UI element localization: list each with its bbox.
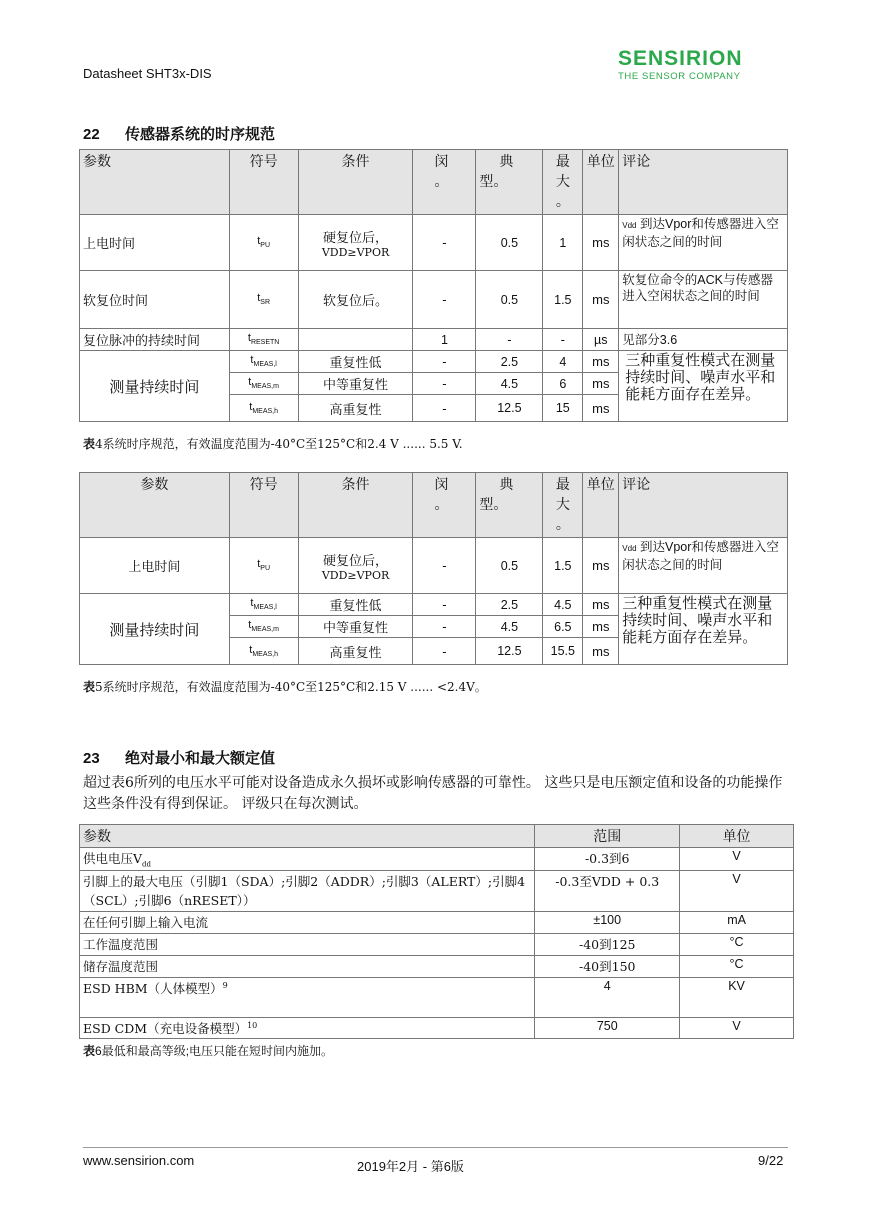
unit-cell: °C bbox=[680, 933, 794, 955]
typ-cell: 0.5 bbox=[476, 538, 543, 594]
header-min: 闵 。 bbox=[413, 473, 476, 538]
param-cell: 工作温度范围 bbox=[80, 933, 535, 955]
header-unit: 单位 bbox=[583, 473, 619, 538]
header-condition: 条件 bbox=[298, 473, 413, 538]
comment-cell: 三种重复性模式在测量持续时间、噪声水平和能耗方面存在差异。 bbox=[619, 351, 788, 422]
header-param: 参数 bbox=[80, 150, 230, 215]
header-min: 闵 。 bbox=[413, 150, 476, 215]
max-cell: - bbox=[543, 329, 583, 351]
comment-cell: Vdd 到达Vpor和传感器进入空闲状态之间的时间 bbox=[619, 215, 788, 271]
unit-cell: ms bbox=[583, 616, 619, 638]
document-title: Datasheet SHT3x-DIS bbox=[83, 66, 212, 81]
symbol-cell: $t_{MEAS,l}$ bbox=[229, 594, 298, 616]
min-cell: - bbox=[413, 351, 476, 373]
symbol-cell: $t_{PU}$ bbox=[229, 215, 298, 271]
header-typ: 典 型。 bbox=[476, 150, 543, 215]
section-23-heading bbox=[83, 747, 275, 768]
min-cell: - bbox=[413, 373, 476, 395]
typ-cell: 2.5 bbox=[476, 594, 543, 616]
table-row bbox=[80, 911, 794, 933]
table-row bbox=[80, 351, 788, 373]
comment-cell: Vdd 到达Vpor和传感器进入空闲状态之间的时间 bbox=[619, 538, 788, 594]
unit-cell: V bbox=[680, 848, 794, 871]
typ-cell: 0.5 bbox=[476, 271, 543, 329]
ratings-paragraph: 超过表6所列的电压水平可能对设备造成永久损坏或影响传感器的可靠性。 这些只是电压额定值和设备的功能操作这些条件没有得到保证。 评级只在每次测试。 bbox=[83, 775, 783, 812]
header-max: 最 大 。 bbox=[543, 150, 583, 215]
param-cell: ESD CDM（充电设备模型）$^{10}$ bbox=[80, 1017, 535, 1038]
min-cell: - bbox=[413, 215, 476, 271]
typ-cell: 4.5 bbox=[476, 616, 543, 638]
header-symbol: 符号 bbox=[229, 473, 298, 538]
table-row bbox=[80, 329, 788, 351]
max-cell: 4 bbox=[543, 351, 583, 373]
unit-cell: V bbox=[680, 1017, 794, 1038]
param-cell: 上电时间 bbox=[80, 538, 230, 594]
typ-cell: 12.5 bbox=[476, 395, 543, 422]
unit-cell: ms bbox=[583, 271, 619, 329]
comment-cell: 见部分3.6 bbox=[619, 329, 788, 351]
param-cell: 在任何引脚上输入电流 bbox=[80, 911, 535, 933]
table-row bbox=[80, 271, 788, 329]
table-row bbox=[80, 933, 794, 955]
unit-cell: V bbox=[680, 870, 794, 911]
param-cell: 复位脉冲的持续时间 bbox=[80, 329, 230, 351]
section-title: 传感器系统的时序规范 bbox=[125, 126, 276, 143]
unit-cell: ms bbox=[583, 373, 619, 395]
header-unit: 单位 bbox=[583, 150, 619, 215]
range-cell: ±100 bbox=[535, 911, 680, 933]
typ-cell: - bbox=[476, 329, 543, 351]
symbol-cell: $t_{MEAS,m}$ bbox=[229, 616, 298, 638]
unit-cell: µs bbox=[583, 329, 619, 351]
condition-cell: 硬复位后， VDD≥VPOR bbox=[298, 215, 413, 271]
max-cell: 6 bbox=[543, 373, 583, 395]
table-row bbox=[80, 870, 794, 911]
condition-cell bbox=[298, 329, 413, 351]
ratings-table-6 bbox=[79, 824, 794, 1039]
table-5-caption: 表5系统时序规范，有效温度范围为-40°C至125°C和2.15 V ...... <2.4V。 bbox=[83, 680, 487, 694]
unit-cell: ms bbox=[583, 594, 619, 616]
param-cell: ESD HBM（人体模型）$^9$ bbox=[80, 977, 535, 1017]
min-cell: - bbox=[413, 638, 476, 665]
header-range: 范围 bbox=[535, 825, 680, 848]
unit-cell: ms bbox=[583, 395, 619, 422]
typ-cell: 12.5 bbox=[476, 638, 543, 665]
condition-cell: 重复性低 bbox=[298, 594, 413, 616]
max-cell: 1.5 bbox=[543, 538, 583, 594]
condition-cell: 中等重复性 bbox=[298, 373, 413, 395]
param-cell: 测量持续时间 bbox=[80, 351, 230, 422]
range-cell: -0.3至VDD + 0.3 bbox=[535, 870, 680, 911]
table-row bbox=[80, 977, 794, 1017]
param-cell: 上电时间 bbox=[80, 215, 230, 271]
table-row bbox=[80, 538, 788, 594]
table-header-row bbox=[80, 825, 794, 848]
section-title: 绝对最小和最大额定值 bbox=[125, 750, 276, 767]
header-comment: 评论 bbox=[619, 473, 788, 538]
range-cell: -40到150 bbox=[535, 955, 680, 977]
min-cell: - bbox=[413, 594, 476, 616]
symbol-cell: $t_{MEAS,h}$ bbox=[229, 395, 298, 422]
sensirion-logo bbox=[618, 48, 788, 82]
comment-cell: 三种重复性模式在测量持续时间、噪声水平和能耗方面存在差异。 bbox=[619, 594, 788, 665]
header-max: 最 大 。 bbox=[543, 473, 583, 538]
logo-wordmark: SENSIRION bbox=[618, 47, 743, 70]
typ-cell: 2.5 bbox=[476, 351, 543, 373]
max-cell: 4.5 bbox=[543, 594, 583, 616]
range-cell: -0.3到6 bbox=[535, 848, 680, 871]
param-cell: 引脚上的最大电压（引脚1（SDA）;引脚2（ADDR）;引脚3（ALERT）;引脚4（SCL）;引脚6（nRESET）） bbox=[80, 870, 535, 911]
param-cell: 储存温度范围 bbox=[80, 955, 535, 977]
section-22-heading bbox=[83, 123, 275, 144]
min-cell: 1 bbox=[413, 329, 476, 351]
max-cell: 15 bbox=[543, 395, 583, 422]
symbol-cell: $t_{RESETN}$ bbox=[229, 329, 298, 351]
header-typ: 典 型。 bbox=[476, 473, 543, 538]
symbol-cell: $t_{PU}$ bbox=[229, 538, 298, 594]
condition-cell: 高重复性 bbox=[298, 638, 413, 665]
table-row bbox=[80, 215, 788, 271]
table-4-caption: 表4系统时序规范，有效温度范围为-40°C至125°C和2.4 V ...... 5.5 V. bbox=[83, 437, 463, 451]
unit-cell: KV bbox=[680, 977, 794, 1017]
unit-cell: ms bbox=[583, 215, 619, 271]
typ-cell: 0.5 bbox=[476, 215, 543, 271]
symbol-cell: $t_{MEAS,h}$ bbox=[229, 638, 298, 665]
unit-cell: mA bbox=[680, 911, 794, 933]
condition-cell: 中等重复性 bbox=[298, 616, 413, 638]
header-symbol: 符号 bbox=[229, 150, 298, 215]
header-unit: 单位 bbox=[680, 825, 794, 848]
header-param: 参数 bbox=[80, 473, 230, 538]
max-cell: 1 bbox=[543, 215, 583, 271]
param-cell: 测量持续时间 bbox=[80, 594, 230, 665]
table-row bbox=[80, 955, 794, 977]
range-cell: 750 bbox=[535, 1017, 680, 1038]
param-cell: 供电电压$V_{dd}$ bbox=[80, 848, 535, 871]
symbol-cell: $t_{SR}$ bbox=[229, 271, 298, 329]
min-cell: - bbox=[413, 271, 476, 329]
footer-website: www.sensirion.com bbox=[83, 1153, 195, 1168]
footer-divider bbox=[83, 1147, 788, 1148]
condition-cell: 重复性低 bbox=[298, 351, 413, 373]
timing-table-4 bbox=[79, 149, 788, 422]
param-cell: 软复位时间 bbox=[80, 271, 230, 329]
table-row bbox=[80, 1017, 794, 1038]
max-cell: 1.5 bbox=[543, 271, 583, 329]
section-number: 22 bbox=[83, 126, 100, 143]
range-cell: -40到125 bbox=[535, 933, 680, 955]
comment-cell: 软复位命令的ACK与传感器进入空闲状态之间的时间 bbox=[619, 271, 788, 329]
timing-table-5 bbox=[79, 472, 788, 665]
min-cell: - bbox=[413, 616, 476, 638]
section-number: 23 bbox=[83, 750, 100, 767]
min-cell: - bbox=[413, 395, 476, 422]
table-row bbox=[80, 848, 794, 871]
max-cell: 15.5 bbox=[543, 638, 583, 665]
symbol-cell: $t_{MEAS,m}$ bbox=[229, 373, 298, 395]
min-cell: - bbox=[413, 538, 476, 594]
table-6-caption: 表6最低和最高等级;电压只能在短时间内施加。 bbox=[83, 1044, 334, 1058]
condition-cell: 硬复位后， VDD≥VPOR bbox=[298, 538, 413, 594]
max-cell: 6.5 bbox=[543, 616, 583, 638]
unit-cell: °C bbox=[680, 955, 794, 977]
condition-cell: 高重复性 bbox=[298, 395, 413, 422]
footer-page-number: 9/22 bbox=[758, 1153, 784, 1168]
unit-cell: ms bbox=[583, 538, 619, 594]
header-condition: 条件 bbox=[298, 150, 413, 215]
header-param: 参数 bbox=[80, 825, 535, 848]
footer-date-edition: 2019年2月 - 第6版 bbox=[357, 1159, 464, 1174]
logo-tagline: THE SENSOR COMPANY bbox=[618, 71, 741, 82]
table-row bbox=[80, 594, 788, 616]
symbol-cell: $t_{MEAS,l}$ bbox=[229, 351, 298, 373]
range-cell: 4 bbox=[535, 977, 680, 1017]
unit-cell: ms bbox=[583, 638, 619, 665]
table-header-row bbox=[80, 473, 788, 538]
condition-cell: 软复位后。 bbox=[298, 271, 413, 329]
typ-cell: 4.5 bbox=[476, 373, 543, 395]
table-header-row bbox=[80, 150, 788, 215]
header-comment: 评论 bbox=[619, 150, 788, 215]
unit-cell: ms bbox=[583, 351, 619, 373]
